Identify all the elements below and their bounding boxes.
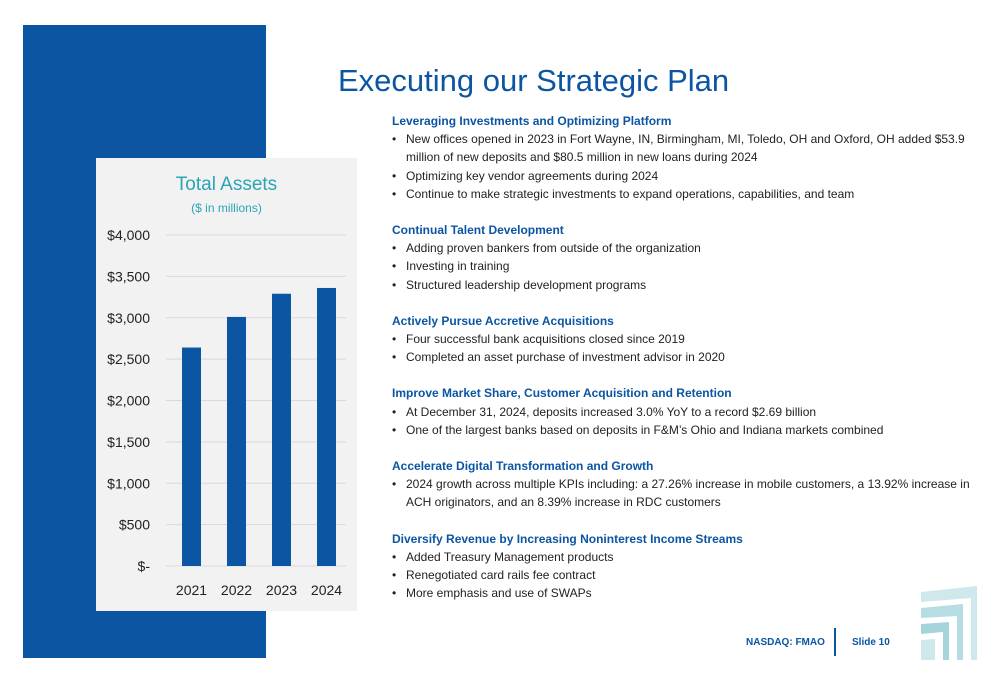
- bar-chart-svg: [96, 158, 357, 611]
- bullet-item: [392, 330, 972, 348]
- bullet-list: [392, 475, 972, 511]
- y-tick-label: $3,000: [107, 309, 150, 326]
- bar-2021: [182, 348, 201, 566]
- bullet-text: Added Treasury Management products: [406, 549, 614, 564]
- y-tick-label: $-: [137, 558, 150, 574]
- chart-subtitle: ($ in millions): [191, 201, 262, 215]
- bullet-list: [392, 403, 972, 439]
- section: [392, 312, 972, 367]
- bullet-list: [392, 130, 972, 203]
- bullet-icon: •: [392, 477, 397, 492]
- bullet-icon: •: [392, 168, 397, 183]
- section-heading: Continual Talent Development: [392, 223, 564, 238]
- bullet-item: [392, 584, 972, 602]
- y-tick-label: $500: [118, 516, 150, 533]
- bullet-list: [392, 548, 972, 603]
- bullet-icon: •: [392, 259, 397, 274]
- bullet-icon: •: [392, 586, 397, 601]
- bullet-icon: •: [392, 422, 397, 437]
- bullet-icon: •: [392, 549, 397, 564]
- section: [392, 112, 972, 203]
- x-tick-label: 2023: [265, 582, 298, 598]
- bullet-icon: •: [392, 332, 397, 347]
- strategic-plan-content: [392, 112, 972, 620]
- x-tick-label: 2024: [310, 582, 343, 598]
- bullet-text: More emphasis and use of SWAPs: [406, 586, 592, 601]
- section: [392, 457, 972, 512]
- bullet-text: Completed an asset purchase of investment advisor in 2020: [406, 350, 725, 365]
- y-tick-label: $1,500: [107, 433, 150, 450]
- bullet-text: At December 31, 2024, deposits increased 3.0% YoY to a record $2.69 billion: [406, 404, 817, 419]
- bullet-icon: •: [392, 277, 397, 292]
- bar-2024: [317, 288, 336, 566]
- slide-title: Executing our Strategic Plan: [338, 63, 730, 98]
- bullet-icon: •: [392, 241, 397, 256]
- bar-2023: [272, 294, 291, 566]
- bullet-item: [392, 548, 972, 566]
- bullet-item: [392, 276, 972, 294]
- section-heading: Actively Pursue Accretive Acquisitions: [392, 313, 614, 328]
- footer-divider: [834, 628, 836, 656]
- bullet-list: [392, 330, 972, 366]
- section: [392, 384, 972, 439]
- bullet-item: [392, 257, 972, 275]
- total-assets-chart: [96, 158, 357, 611]
- bullet-text: Adding proven bankers from outside of the organization: [406, 241, 701, 256]
- bullet-text: Investing in training: [406, 259, 510, 274]
- bullet-item: [392, 566, 972, 584]
- x-tick-label: 2021: [175, 582, 208, 598]
- chart-title: Total Assets: [175, 174, 278, 195]
- bullet-item: [392, 421, 972, 439]
- bullet-item: [392, 130, 972, 166]
- slide-number: Slide 10: [852, 637, 890, 648]
- bullet-icon: •: [392, 568, 397, 583]
- company-logo-icon: [913, 582, 981, 662]
- bullet-icon: •: [392, 350, 397, 365]
- bullet-item: [392, 239, 972, 257]
- y-tick-label: $3,500: [107, 268, 150, 285]
- bullet-item: [392, 475, 972, 511]
- bullet-list: [392, 239, 972, 294]
- x-tick-label: 2022: [220, 582, 253, 598]
- y-tick-label: $2,000: [107, 392, 150, 409]
- section: [392, 530, 972, 603]
- bullet-text: Renegotiated card rails fee contract: [406, 568, 596, 583]
- bullet-item: [392, 167, 972, 185]
- y-tick-label: $4,000: [107, 227, 150, 243]
- y-tick-label: $1,000: [107, 475, 150, 492]
- section: [392, 221, 972, 294]
- y-tick-label: $2,500: [107, 351, 150, 368]
- bullet-text: 2024 growth across multiple KPIs including: a 27.26% increase in mobile customers, a 13.92% increase in ACH originators, and an 8.39% increase in RDC customers: [406, 477, 970, 510]
- bullet-icon: •: [392, 186, 397, 201]
- bullet-text: Structured leadership development programs: [406, 277, 647, 292]
- bullet-icon: •: [392, 132, 397, 147]
- bullet-item: [392, 403, 972, 421]
- bullet-text: Optimizing key vendor agreements during 2024: [406, 168, 659, 183]
- bullet-icon: •: [392, 404, 397, 419]
- bullet-text: One of the largest banks based on deposits in F&M’s Ohio and Indiana markets combined: [406, 422, 884, 437]
- section-heading: Diversify Revenue by Increasing Noninterest Income Streams: [392, 531, 743, 546]
- bullet-item: [392, 185, 972, 203]
- bar-2022: [227, 317, 246, 566]
- bullet-text: Continue to make strategic investments to expand operations, capabilities, and team: [406, 186, 855, 201]
- bullet-text: New offices opened in 2023 in Fort Wayne, IN, Birmingham, MI, Toledo, OH and Oxford, OH added $53.9 million of new deposits and $80.5 million in new loans during 2024: [406, 132, 965, 165]
- section-heading: Improve Market Share, Customer Acquisition and Retention: [392, 386, 732, 401]
- section-heading: Leveraging Investments and Optimizing Platform: [392, 114, 672, 128]
- footer-ticker: NASDAQ: FMAO: [746, 637, 825, 648]
- section-heading: Accelerate Digital Transformation and Growth: [392, 459, 654, 474]
- bullet-item: [392, 348, 972, 366]
- bullet-text: Four successful bank acquisitions closed since 2019: [406, 332, 685, 347]
